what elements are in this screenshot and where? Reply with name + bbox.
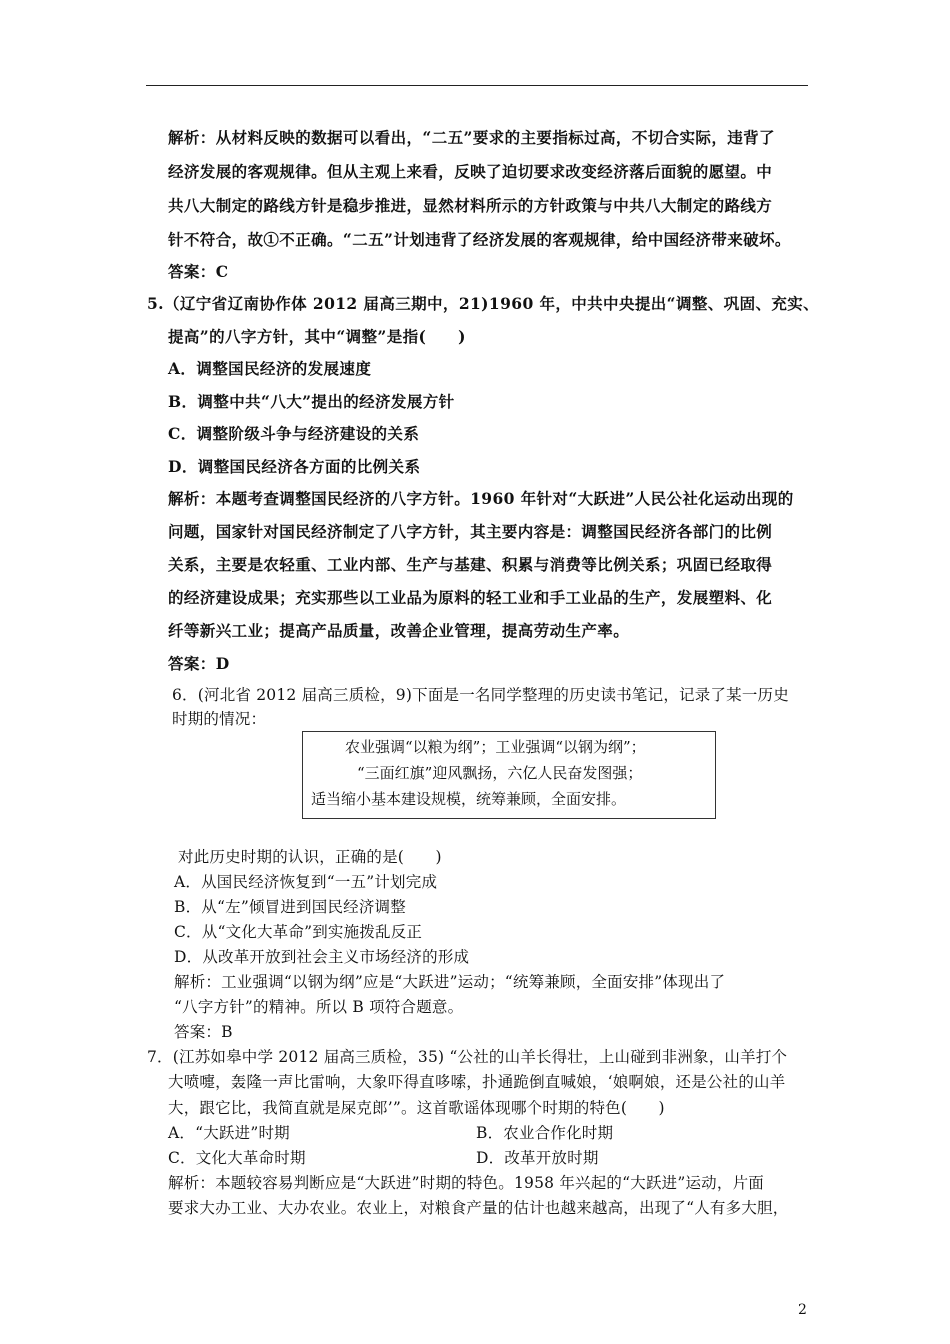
q4-analysis-line-4: 针不符合，故①不正确。“二五”计划违背了经济发展的客观规律，给中国经济带来破坏。 — [168, 230, 791, 249]
q5-option-d: D．调整国民经济各方面的比例关系 — [168, 457, 421, 476]
q5-stem-line-1: 5.（辽宁省辽南协作体 2012 届高三期中，21)1960 年，中共中央提出“调整、巩固、充实、 — [147, 294, 820, 313]
q7-option-d: D．改革开放时期 — [476, 1149, 599, 1167]
q7-option-b: B．农业合作化时期 — [476, 1124, 614, 1142]
q6-option-a: A．从国民经济恢复到“一五”计划完成 — [174, 873, 438, 891]
q5-option-a: A．调整国民经济的发展速度 — [168, 359, 372, 378]
q7-analysis-line-2: 要求大办工业、大办农业。农业上，对粮食产量的估计也越来越高，出现了“人有多大胆， — [168, 1199, 789, 1217]
q7-stem-line-1: 7．(江苏如皋中学 2012 届高三质检，35) “公社的山羊长得壮，上山碰到非洲象，山羊打个 — [147, 1048, 788, 1066]
q6-stem-line-2: 时期的情况： — [172, 710, 267, 728]
q5-option-c: C．调整阶级斗争与经济建设的关系 — [168, 424, 420, 443]
q4-answer: 答案：C — [168, 262, 229, 281]
q7-stem-line-2: 大喷嚏，轰隆一声比雷响，大象吓得直哆嗦，扑通跪倒直喊娘，‘娘啊娘，还是公社的山羊 — [168, 1073, 786, 1091]
q6-option-d: D．从改革开放到社会主义市场经济的形成 — [174, 948, 470, 966]
q6-option-c: C．从“文化大革命”到实施拨乱反正 — [174, 923, 423, 941]
q6-analysis-line-1: 解析：工业强调“以钢为纲”应是“大跃进”运动；“统筹兼顾，全面安排”体现出了 — [174, 973, 726, 991]
header-rule — [146, 85, 808, 86]
quote-line-3: 适当缩小基本建设规模，统筹兼顾，全面安排。 — [311, 790, 627, 808]
q6-answer: 答案：B — [174, 1023, 233, 1041]
q5-analysis-line-2: 问题，国家针对国民经济制定了八字方针，其主要内容是：调整国民经济各部门的比例 — [168, 522, 773, 541]
quote-line-1: 农业强调“以粮为纲”；工业强调“以钢为纲”； — [345, 738, 646, 756]
q5-answer: 答案：D — [168, 654, 230, 673]
q7-option-a: A．“大跃进”时期 — [168, 1124, 290, 1142]
q6-analysis-line-2: “八字方针”的精神。所以 B 项符合题意。 — [174, 998, 464, 1016]
q7-option-c: C．文化大革命时期 — [168, 1149, 306, 1167]
q5-analysis-line-5: 纤等新兴工业；提高产品质量，改善企业管理，提高劳动生产率。 — [168, 621, 630, 640]
q7-analysis-line-1: 解析：本题较容易判断应是“大跃进”时期的特色。1958 年兴起的“大跃进”运动，片面 — [168, 1174, 764, 1192]
q5-analysis-line-1: 解析：本题考查调整国民经济的八字方针。1960 年针对“大跃进”人民公社化运动出现的 — [168, 489, 794, 508]
q5-option-b: B．调整中共“八大”提出的经济发展方针 — [168, 392, 455, 411]
q4-analysis-line-2: 经济发展的客观规律。但从主观上来看，反映了迫切要求改变经济落后面貌的愿望。中 — [168, 162, 773, 181]
q5-stem-line-2: 提高”的八字方针，其中“调整”是指( ) — [168, 327, 466, 346]
page-number: 2 — [798, 1302, 807, 1318]
q4-analysis-line-3: 共八大制定的路线方针是稳步推进，显然材料所示的方针政策与中共八大制定的路线方 — [168, 196, 773, 215]
q5-analysis-line-3: 关系，主要是农轻重、工业内部、生产与基建、积累与消费等比例关系；巩固已经取得 — [168, 555, 773, 574]
q7-stem-line-3: 大，跟它比，我简直就是屎克郎’”。这首歌谣体现哪个时期的特色( ) — [168, 1099, 665, 1117]
q6-option-b: B．从“左”倾冒进到国民经济调整 — [174, 898, 406, 916]
q5-analysis-line-4: 的经济建设成果；充实那些以工业品为原料的轻工业和手工业品的生产，发展塑料、化 — [168, 588, 773, 607]
notes-quote-box — [302, 731, 716, 819]
quote-line-2: “三面红旗”迎风飘扬，六亿人民奋发图强； — [357, 764, 643, 782]
q4-analysis-line-1: 解析：从材料反映的数据可以看出，“二五”要求的主要指标过高，不切合实际，违背了 — [168, 128, 775, 147]
q6-question: 对此历史时期的认识，正确的是( ) — [178, 848, 442, 866]
q6-stem-line-1: 6．(河北省 2012 届高三质检，9)下面是一名同学整理的历史读书笔记，记录了某一历史 — [172, 686, 789, 704]
